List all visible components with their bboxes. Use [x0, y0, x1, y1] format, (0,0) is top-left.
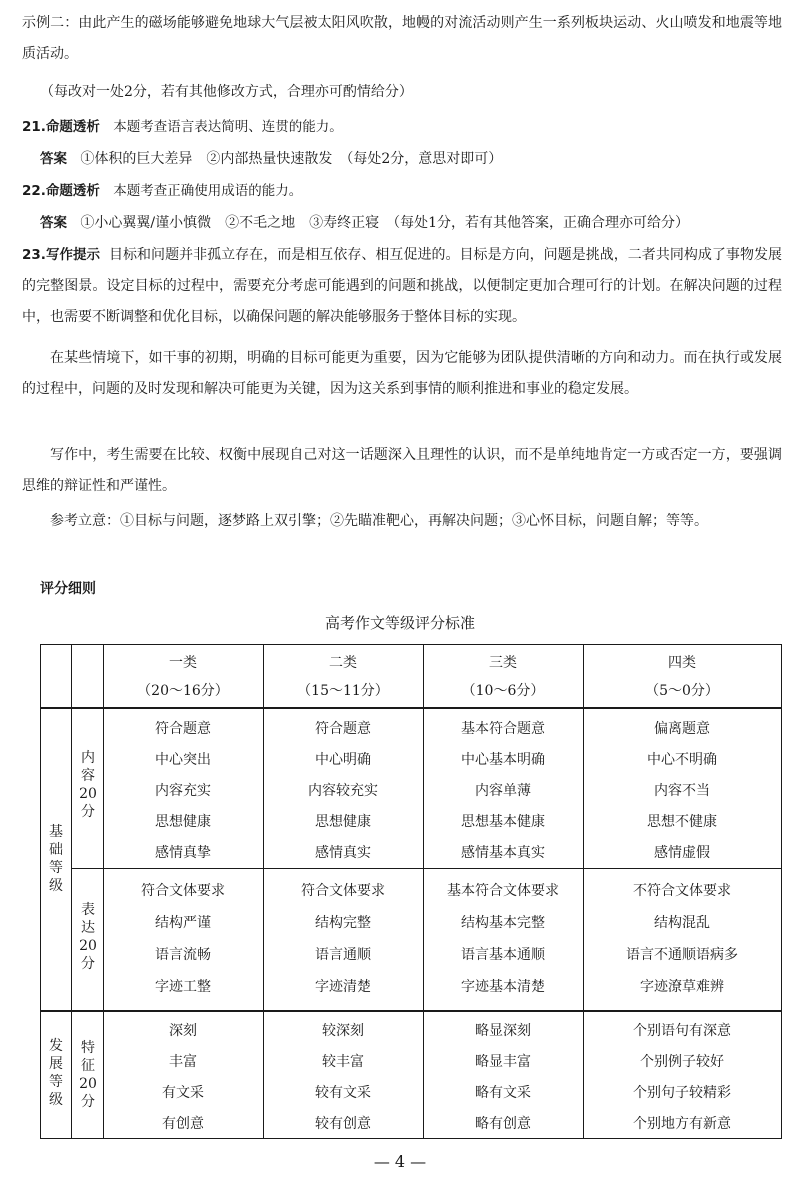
q23-number: 23. — [22, 247, 46, 263]
section-title: 评分细则 — [40, 581, 96, 597]
content-cell-col3-line3: 内容单薄 — [475, 783, 531, 799]
content-cell-col2-line3: 内容较充实 — [308, 783, 378, 799]
content-cell-col4-line2: 中心不明确 — [647, 752, 717, 768]
q23-label: 写作提示 — [45, 247, 101, 263]
expression-cell-col3-line4: 字迹基本清楚 — [461, 979, 545, 995]
content-cell-col3-line2: 中心基本明确 — [461, 752, 545, 768]
expression-cell-col2-line1: 符合文体要求 — [301, 883, 385, 899]
content-cell-col3-line5: 感情基本真实 — [461, 845, 545, 861]
page-number: — 4 — — [373, 1152, 427, 1171]
col-2-range: （15～11分） — [297, 683, 389, 699]
q22-answer: ①小心翼翼/谨小慎微 ②不毛之地 ③寿终正寝 （每处1分，若有其他答案，正确合理亦可给分） — [80, 215, 689, 231]
expression-cell-col4-line4: 字迹潦草难辨 — [640, 979, 724, 995]
row-expression-label: 表达20分 — [79, 902, 97, 972]
rubric-table — [40, 644, 782, 1139]
q23-para1-text: 目标和问题并非孤立存在，而是相互依存、相互促进的。目标是方向，问题是挑战，二者共同构成了事物发展的完整图景。设定目标的过程中，需要充分考虑可能遇到的问题和挑战，以便制定更加合理可行的计划。在解决问题的过程中，也需要不断调整和优化目标，以确保问题的解决能够服务于整体目标的实现。 — [22, 247, 783, 325]
features-cell-col2-line3: 较有文采 — [315, 1085, 371, 1101]
features-cell-col2-line2: 较丰富 — [322, 1054, 364, 1070]
content-cell-col3-line4: 思想基本健康 — [461, 814, 545, 830]
content-cell-col1-line1: 符合题意 — [155, 721, 211, 737]
content-cell-col4-line1: 偏离题意 — [654, 721, 710, 737]
content-cell-col1-line5: 感情真挚 — [155, 845, 211, 861]
q23-para2: 在某些情境下，如干事的初期，明确的目标可能更为重要，因为它能够为团队提供清晰的方向和动力。而在执行或发展的过程中，问题的及时发现和解决可能更为关键，因为这关系到事情的顺利推进和事业的稳定发展。 — [22, 350, 782, 397]
content-cell-col2-line5: 感情真实 — [315, 845, 371, 861]
row-features-label: 特征20分 — [79, 1040, 97, 1110]
q21-number: 21. — [22, 119, 46, 135]
content-cell-col4-line4: 思想不健康 — [647, 814, 717, 830]
expression-cell-col1-line3: 语言流畅 — [155, 947, 211, 963]
example-two-text: 示例二：由此产生的磁场能够避免地球大气层被太阳风吹散，地幔的对流活动则产生一系列板块运动、火山喷发和地震等地质活动。 — [22, 15, 782, 62]
q22-analysis-line — [22, 181, 302, 201]
q23-para1 — [22, 240, 782, 333]
q22-label: 命题透析 — [45, 183, 100, 199]
expression-cell-col4-line2: 结构混乱 — [654, 915, 710, 931]
expression-cell-col4-line3: 语言不通顺语病多 — [626, 947, 738, 963]
expression-cell-col1-line2: 结构严谨 — [155, 915, 211, 931]
features-cell-col2-line1: 较深刻 — [322, 1023, 364, 1039]
q22-answer-line — [40, 213, 689, 233]
q21-label: 命题透析 — [45, 119, 100, 135]
q21-analysis-line — [22, 117, 343, 137]
features-cell-col4-line1: 个别语句有深意 — [633, 1023, 731, 1039]
q22-number: 22. — [22, 183, 46, 199]
content-cell-col2-line4: 思想健康 — [315, 814, 371, 830]
col-3-range: （10～6分） — [461, 683, 545, 699]
col-1-name: 一类 — [169, 655, 197, 671]
col-2-name: 二类 — [329, 655, 357, 671]
features-cell-col1-line2: 丰富 — [169, 1054, 197, 1070]
expression-cell-col4-line1: 不符合文体要求 — [633, 883, 731, 899]
content-cell-col2-line2: 中心明确 — [315, 752, 371, 768]
q23-para3: 写作中，考生需要在比较、权衡中展现自己对这一话题深入且理性的认识，而不是单纯地肯定一方或否定一方，要强调思维的辩证性和严谨性。 — [22, 447, 782, 494]
expression-cell-col2-line4: 字迹清楚 — [315, 979, 371, 995]
expression-cell-col2-line3: 语言通顺 — [315, 947, 371, 963]
expression-cell-col1-line1: 符合文体要求 — [141, 883, 225, 899]
content-cell-col4-line3: 内容不当 — [654, 783, 710, 799]
features-cell-col1-line4: 有创意 — [162, 1116, 204, 1132]
features-cell-col1-line1: 深刻 — [169, 1023, 197, 1039]
content-cell-col1-line4: 思想健康 — [155, 814, 211, 830]
content-cell-col3-line1: 基本符合题意 — [461, 721, 545, 737]
q21-answer: ①体积的巨大差异 ②内部热量快速散发 （每处2分，意思对即可） — [80, 151, 503, 167]
col-3-name: 三类 — [489, 655, 517, 671]
features-cell-col1-line3: 有文采 — [162, 1085, 204, 1101]
col-4-range: （5～0分） — [645, 683, 719, 699]
features-cell-col3-line1: 略显深刻 — [475, 1023, 531, 1039]
row-content-label: 内容20分 — [79, 750, 97, 820]
features-cell-col3-line2: 略显丰富 — [475, 1054, 531, 1070]
q23-para4: 参考立意：①目标与问题，逐梦路上双引擎；②先瞄准靶心，再解决问题；③心怀目标，问题自解；等等。 — [50, 513, 708, 529]
features-cell-col3-line3: 略有文采 — [475, 1085, 531, 1101]
scoring-note: （每改对一处2分，若有其他修改方式，合理亦可酌情给分） — [40, 84, 413, 100]
col-4-name: 四类 — [668, 655, 696, 671]
col-1-range: （20～16分） — [137, 683, 229, 699]
q22-answer-label: 答案 — [40, 215, 67, 231]
features-cell-col4-line3: 个别句子较精彩 — [633, 1085, 731, 1101]
group-develop-label: 发展等级 — [49, 1038, 63, 1108]
content-cell-col1-line3: 内容充实 — [155, 783, 211, 799]
expression-cell-col1-line4: 字迹工整 — [155, 979, 211, 995]
expression-cell-col3-line1: 基本符合文体要求 — [447, 883, 559, 899]
content-cell-col2-line1: 符合题意 — [315, 721, 371, 737]
q21-analysis: 本题考查语言表达简明、连贯的能力。 — [113, 119, 343, 135]
content-cell-col1-line2: 中心突出 — [155, 752, 211, 768]
q21-answer-label: 答案 — [40, 151, 67, 167]
features-cell-col3-line4: 略有创意 — [475, 1116, 531, 1132]
group-basic-label: 基础等级 — [49, 824, 63, 894]
expression-cell-col2-line2: 结构完整 — [315, 915, 371, 931]
features-cell-col2-line4: 较有创意 — [315, 1116, 371, 1132]
expression-cell-col3-line3: 语言基本通顺 — [461, 947, 545, 963]
q21-answer-line — [40, 149, 502, 169]
features-cell-col4-line2: 个别例子较好 — [640, 1054, 724, 1070]
table-title: 高考作文等级评分标准 — [324, 614, 475, 632]
q22-analysis: 本题考查正确使用成语的能力。 — [113, 183, 303, 199]
features-cell-col4-line4: 个别地方有新意 — [633, 1116, 731, 1132]
expression-cell-col3-line2: 结构基本完整 — [461, 915, 545, 931]
content-cell-col4-line5: 感情虚假 — [654, 845, 710, 861]
